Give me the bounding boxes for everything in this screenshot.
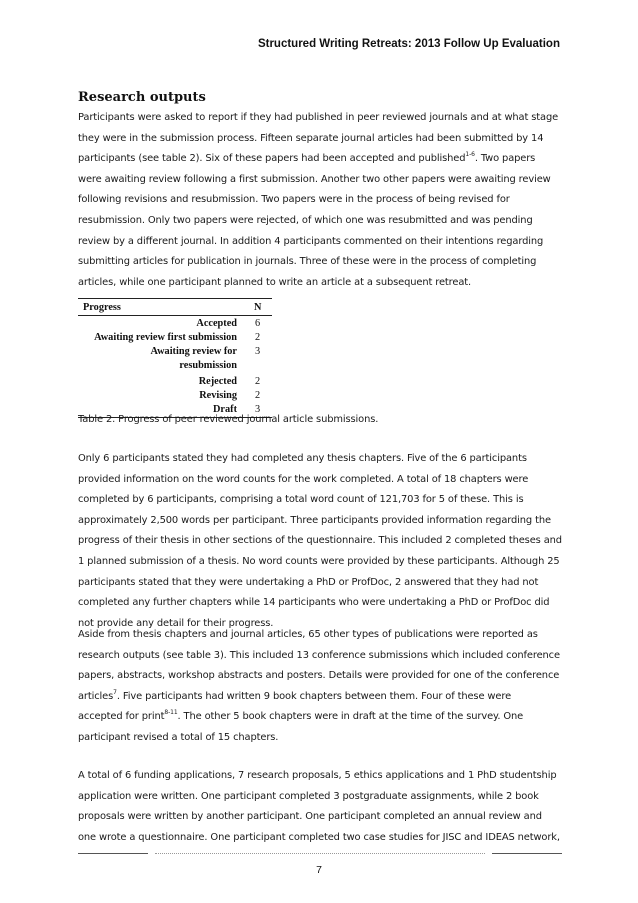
table-header-n: N bbox=[254, 302, 262, 313]
table-row: Revising 2 bbox=[199, 390, 261, 402]
paragraph-thesis-chapters: Only 6 participants stated they had completed any thesis chapters. Five of the 6 participants provided information on the word counts for the work completed. A total of 18 chapters were completed by 6 participants, comprising a total word count of 121,703 for 5 of these. This is approximately 2,500 words per participant. Three participants provided information regarding the progress of their thesis in other sections of the questionnaire. This included 2 completed theses and 1 planned submission of a thesis. No word counts were provided by these participants. Although 25 participants stated that they were undertaking a PhD or ProfDoc, 2 answered that they had not completed any further chapters while 14 participants who were undertaking a PhD or ProfDoc did not provide any detail for their progress. bbox=[78, 453, 562, 629]
paragraph-funding-applications: A total of 6 funding applications, 7 research proposals, 5 ethics applications and 1 PhD studentship application were written. One participant completed 3 postgraduate assignments, while 2 book proposals were written by another participant. One participant completed an annual review and one wrote a questionnaire. One participant completed two case studies for JISC and IDEAS network, bbox=[78, 770, 560, 843]
table-row: Awaiting review first submission 2 bbox=[94, 332, 261, 344]
footer-rule-left bbox=[78, 853, 148, 854]
table-row: Draft 3 bbox=[212, 404, 261, 416]
table-header-progress: Progress bbox=[83, 302, 121, 313]
table-row: Rejected 2 bbox=[198, 376, 261, 388]
footer-rule-dotted bbox=[155, 853, 485, 854]
paragraph-other-publications: Aside from thesis chapters and journal articles, 65 other types of publications were reported as research outputs (see table 3). This included 13 conference submissions which included conference papers, abstracts, workshop abstracts and posters. Details were provided for one of the conference articles$^7$. Five participants had written 9 book chapters between them. Four of these were accepted for print$^{8-11}$. The other 5 book chapters were in draft at the time of the survey. One participant revised a total of 15 chapters. bbox=[78, 629, 560, 743]
table-caption: Table 2. Progress of peer reviewed journal article submissions. bbox=[78, 414, 379, 425]
table-row: resubmission bbox=[179, 360, 237, 372]
running-header: Structured Writing Retreats: 2013 Follow Up Evaluation bbox=[257, 38, 560, 50]
table-row: Accepted 6 bbox=[196, 318, 261, 329]
page-number: 7 bbox=[316, 864, 322, 876]
section-title: Research outputs bbox=[78, 90, 206, 105]
footer-rule-right bbox=[492, 853, 562, 854]
table-row: Awaiting review for 3 bbox=[150, 346, 261, 358]
table-header-rule bbox=[78, 315, 272, 316]
progress-table bbox=[78, 298, 272, 418]
paragraph-journal-articles: Participants were asked to report if they had published in peer reviewed journals and at what stage they were in the submission process. Fifteen separate journal articles had been submitted by 14 participants (see table 2). Six of these papers had been accepted and published$^{1-6}$. Two papers were awaiting review following a first submission. Another two other papers were awaiting review following revisions and resubmission. Two papers were in the process of being revised for resubmission. Only two papers were rejected, of which one was resubmitted and was pending review by a different journal. In addition 4 participants commented on their intentions regarding submitting articles for publication in journals. Three of these were in the process of completing articles, while one participant planned to write an article at a subsequent retreat. bbox=[78, 112, 559, 288]
table-header-row bbox=[78, 299, 272, 315]
